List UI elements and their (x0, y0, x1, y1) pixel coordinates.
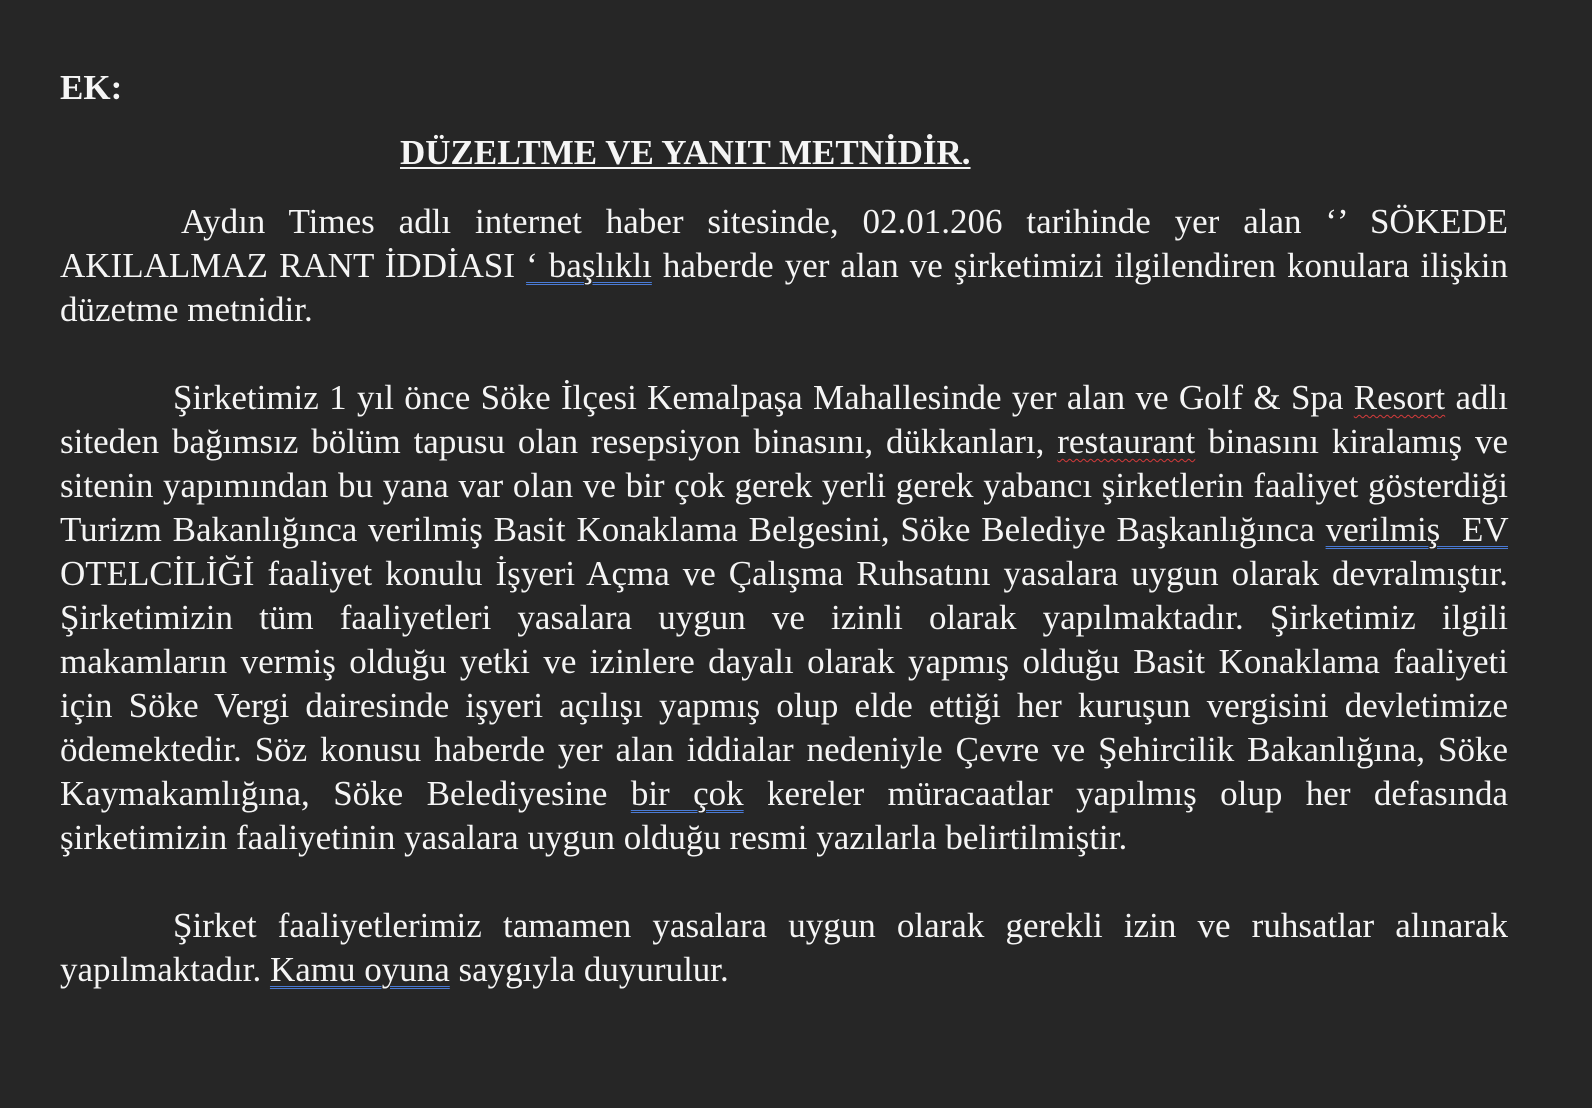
paragraph-company-statement (60, 376, 1508, 860)
paragraph-company-text-3: binasını kiralamış ve sitenin yapımından bu yana var olan ve bir çok gerek yerli gerek yabancı şirketlerin faaliyet gösterdiği Turizm Bakanlığınca verilmiş Basit Konaklama Belgesini, Söke Belediye Başkanlığınca (60, 422, 1508, 549)
paragraph-closing (60, 904, 1508, 992)
paragraph-intro-text-1: Aydın Times adlı internet haber sitesinde, 02.01.206 tarihinde yer alan ‘’ SÖKEDE AKILALMAZ RANT İDDİASI (60, 202, 1508, 285)
paragraph-company-text-2: adlı siteden bağımsız bölüm tapusu olan resepsiyon binasını, dükkanları, (60, 378, 1508, 461)
grammar-flag-verilmis-ev[interactable]: verilmiş EV (1325, 510, 1508, 549)
paragraph-closing-text-1: Şirket faaliyetlerimiz tamamen yasalara uygun olarak gerekli izin ve ruhsatlar alınarak yapılmaktadır. (60, 906, 1508, 989)
spelling-flag-resort[interactable]: Resort (1353, 378, 1446, 417)
document-page (60, 66, 1508, 992)
grammar-flag-bir-cok[interactable]: bir çok (630, 774, 744, 813)
paragraph-intro (60, 200, 1508, 332)
annex-heading: EK: (60, 68, 123, 107)
paragraph-company-text-5: kereler müracaatlar yapılmış olup her defasında şirketimizin faaliyetinin yasalara uygun olduğu resmi yazılarla belirtilmiştir. (60, 774, 1508, 857)
paragraph-intro-text-2: haberde yer alan ve şirketimizi ilgilendiren konulara ilişkin düzetme metnidir. (60, 246, 1509, 329)
document-title: DÜZELTME VE YANIT METNİDİR. (400, 133, 971, 172)
paragraph-company-text-1: Şirketimiz 1 yıl önce Söke İlçesi Kemalpaşa Mahallesinde yer alan ve Golf & Spa (173, 378, 1354, 417)
spelling-flag-restaurant[interactable]: restaurant (1057, 422, 1196, 461)
grammar-flag-baslikli[interactable]: ‘ başlıklı (526, 246, 652, 285)
grammar-flag-kamu-oyuna[interactable]: Kamu oyuna (269, 950, 450, 989)
paragraph-closing-text-2: saygıyla duyurulur. (449, 950, 729, 989)
paragraph-company-text-4: OTELCİLİĞİ faaliyet konulu İşyeri Açma ve Çalışma Ruhsatını yasalara uygun olarak devralmıştır. Şirketimizin tüm faaliyetleri yasalara uygun ve izinli olarak yapılmaktadır. Şirketimiz ilgili makamların vermiş olduğu yetki ve izinlere dayalı olarak yapmış olduğu Basit Konaklama faaliyeti için Söke Vergi dairesinde işyeri açılışı yapmış olup elde ettiği her kuruşun vergisini devletimize ödemektedir. Söz konusu haberde yer alan iddialar nedeniyle Çevre ve Şehircilik Bakanlığına, Söke Kaymakamlığına, Söke Belediyesine (60, 554, 1508, 813)
